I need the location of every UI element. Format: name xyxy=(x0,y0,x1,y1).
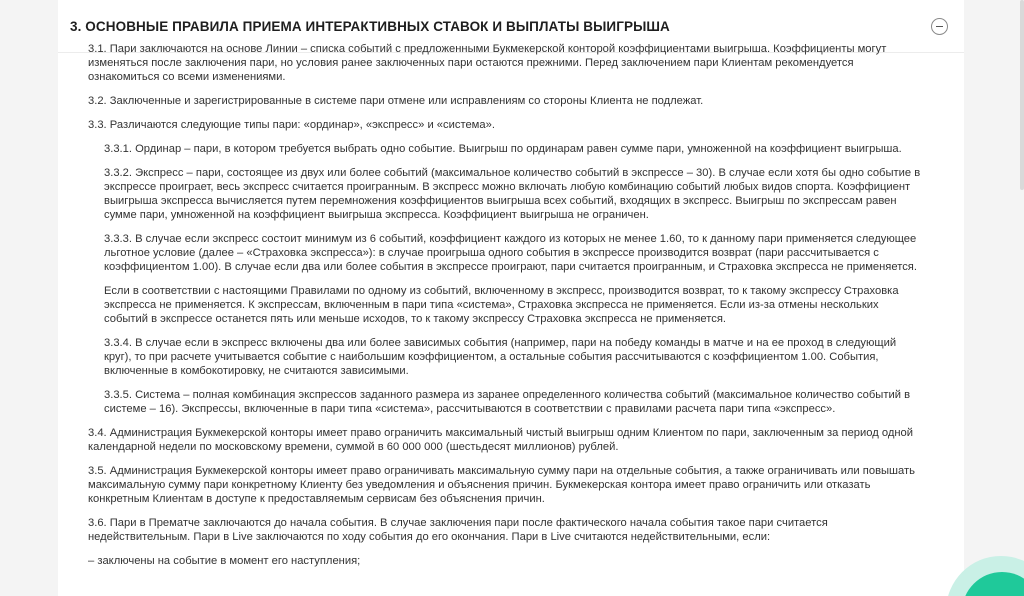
rule-paragraph: 3.3.3. В случае если экспресс состоит минимум из 6 событий, коэффициент каждого из которых не менее 1.60, то к данному пари применяется следующее льготное условие (далее – «Страховка экспресса»): в случае проигрыша одного события в экспрессе производится возврат (пари рассчитывается с коэффициентом 1.00). В случае если два или более события в экспрессе проиграют, пари считается проигранным, и Страховка экспресса не применяется. xyxy=(104,233,917,273)
collapse-icon[interactable] xyxy=(931,18,948,35)
rule-paragraph: 3.6. Пари в Прематче заключаются до начала события. В случае заключения пари после фактического начала события такое пари считается недействительным. Пари в Live заключаются по ходу события до его окончания. Пари в Live считаются недействительными, если: xyxy=(88,517,828,543)
section-content xyxy=(58,42,964,578)
rules-panel xyxy=(58,0,964,596)
rule-paragraph: 3.5. Администрация Букмекерской конторы имеет право ограничивать максимальную сумму пари на отдельные события, а также ограничивать или повышать максимальную сумму пари конкретному Клиенту без уведомления и объяснения причин. Букмекерская контора имеет право ограничить или отказать конкретным Клиентам в доступе к предоставляемым сервисам без объяснения причин. xyxy=(88,465,915,505)
rule-paragraph: 3.1. Пари заключаются на основе Линии – списка событий с предложенными Букмекерской конторой коэффициентами выигрыша. Коэффициенты могут изменяться после заключения пари, но условия ранее заключенных пари остаются прежними. Перед заключением пари Клиентам рекомендуется ознакомиться со всеми изменениями. xyxy=(88,43,887,83)
rule-paragraph: 3.3.4. В случае если в экспресс включены два или более зависимых события (например, пари на победу команды в матче и на ее проход в следующий круг), то при расчете учитывается событие с наибольшим коэффициентом, а остальные события рассчитываются с коэффициентом 1.00. События, включенные в комбокотировку, не считаются зависимыми. xyxy=(104,337,897,377)
section-title: 3. ОСНОВНЫЕ ПРАВИЛА ПРИЕМА ИНТЕРАКТИВНЫХ СТАВОК И ВЫПЛАТЫ ВЫИГРЫША xyxy=(70,19,670,34)
rule-paragraph: 3.3.5. Система – полная комбинация экспрессов заданного размера из заранее определенного количества событий (максимальное количество событий в системе – 16). Экспрессы, включенные в пари типа «система», рассчитываются в соответствии с правилами расчета пари типа «экспресс». xyxy=(104,389,911,415)
rule-paragraph: Если в соответствии с настоящими Правилами по одному из событий, включенному в экспресс, производится возврат, то к такому экспрессу Страховка экспресса не применяется. К экспрессам, включенным в пари типа «система», Страховка экспресса не применяется. Если из-за отмены нескольких событий в экспрессе останется пять или меньше исходов, то к такому экспрессу Страховка экспресса не применяется. xyxy=(104,285,899,325)
rule-paragraph: 3.3.1. Ординар – пари, в котором требуется выбрать одно событие. Выигрыш по ординарам равен сумме пари, умноженной на коэффициент выигрыша. xyxy=(104,143,902,155)
rule-paragraph: 3.2. Заключенные и зарегистрированные в системе пари отмене или исправлениям со стороны Клиента не подлежат. xyxy=(88,95,704,107)
rule-paragraph: – заключены на событие в момент его наступления; xyxy=(88,555,361,567)
rule-paragraph: 3.4. Администрация Букмекерской конторы имеет право ограничить максимальный чистый выигрыш одним Клиентом по пари, заключенным за период одной календарной недели по московскому времени, суммой в 60 000 000 (шестьдесят миллионов) рублей. xyxy=(88,427,914,453)
rule-paragraph: 3.3. Различаются следующие типы пари: «ординар», «экспресс» и «система». xyxy=(88,119,495,131)
page-scrollbar[interactable] xyxy=(1020,0,1024,190)
rule-paragraph: 3.3.2. Экспресс – пари, состоящее из двух или более событий (максимальное количество событий в экспрессе – 30). В случае если хотя бы одно событие в экспрессе проиграет, весь экспресс считается проигранным. В экспресс можно включать любую комбинацию событий любых видов спорта. Коэффициент выигрыша экспресса вычисляется путем перемножения коэффициентов выигрыша всех событий, входящих в экспресс. Выигрыш по экспрессам равен сумме пари, умноженной на коэффициент выигрыша экспресса. Коэффициент выигрыша не ограничен. xyxy=(104,167,921,221)
